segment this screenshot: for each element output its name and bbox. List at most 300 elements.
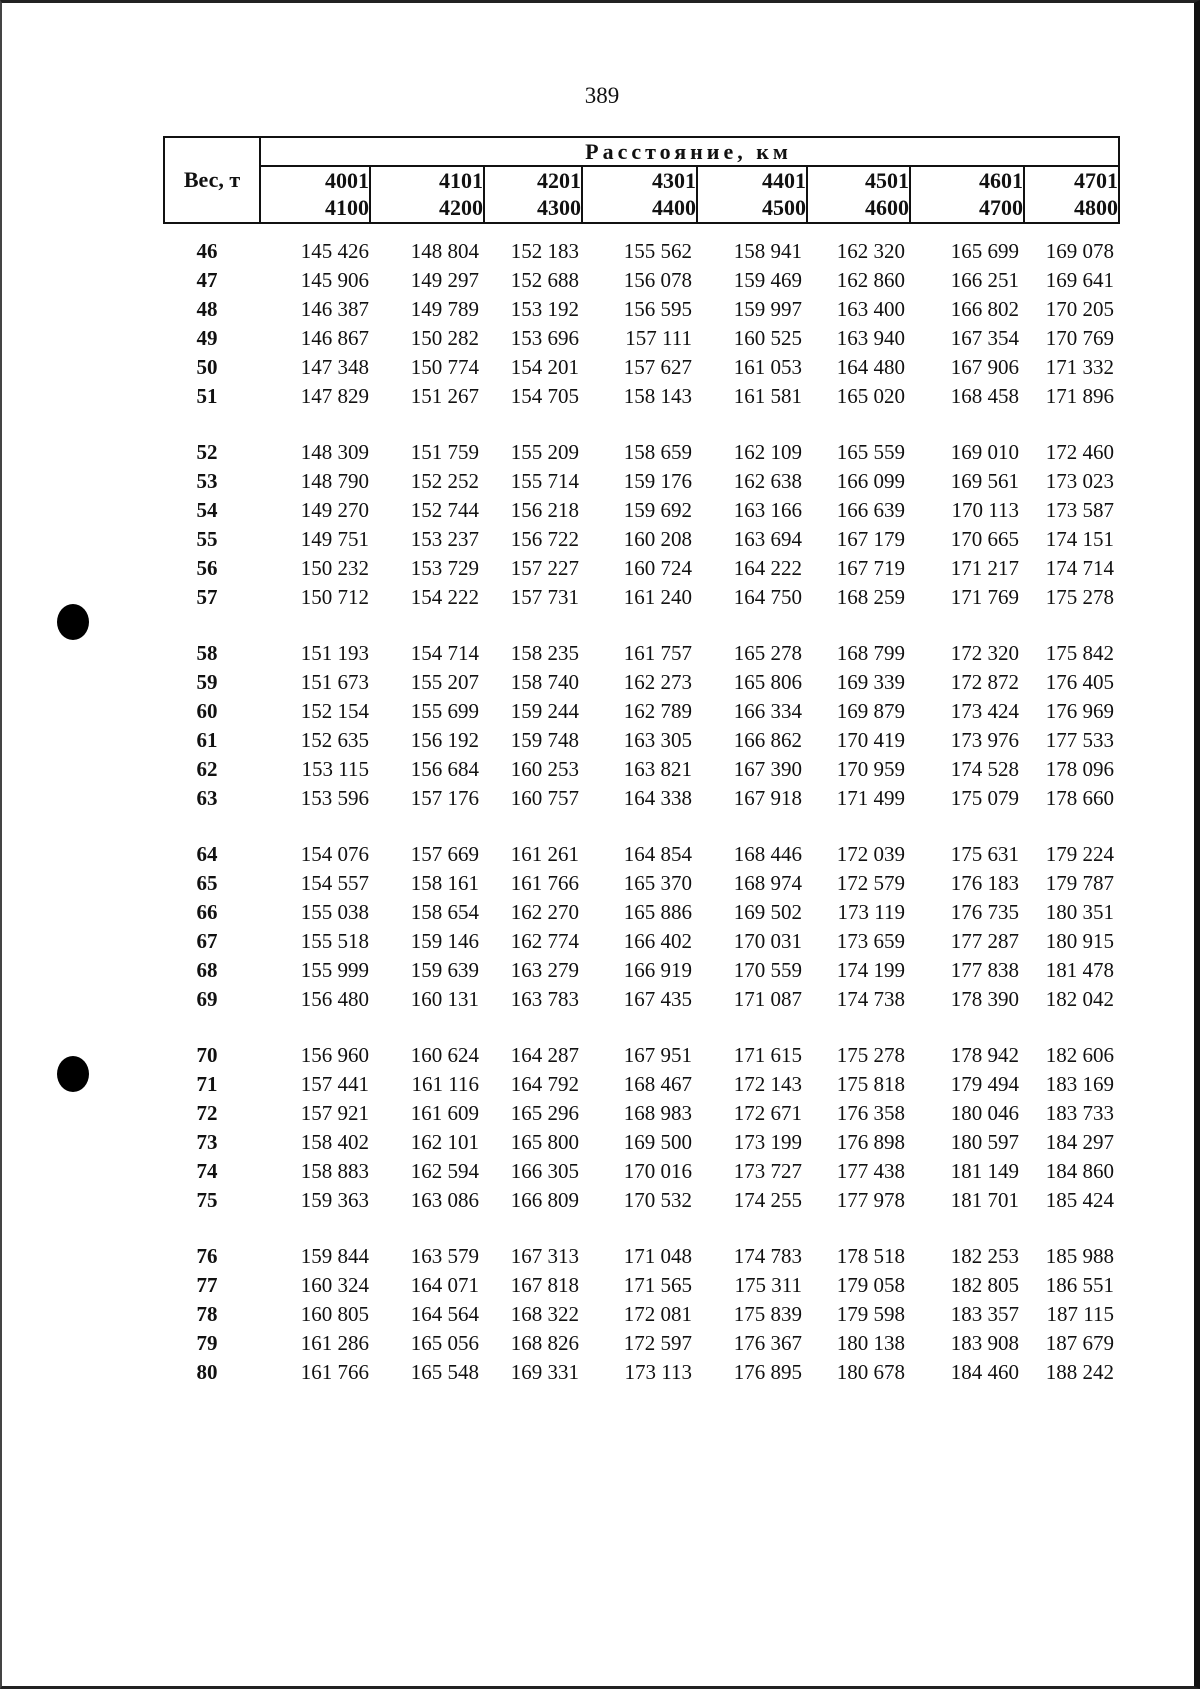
value-cell: 170 113 <box>951 498 1019 522</box>
table-row <box>2 726 1200 755</box>
range-header-4301-4400 <box>583 167 698 222</box>
value-cell: 174 255 <box>733 1188 802 1212</box>
weight-cell: 58 <box>196 641 218 665</box>
value-cell: 162 594 <box>410 1159 479 1183</box>
value-cell: 157 176 <box>410 786 479 810</box>
value-cell: 169 641 <box>1045 268 1114 292</box>
value-cell: 162 774 <box>510 929 579 953</box>
value-cell: 149 297 <box>410 268 479 292</box>
value-cell: 176 183 <box>950 871 1019 895</box>
range-header-4701-4800 <box>1025 167 1120 222</box>
value-cell: 166 251 <box>950 268 1019 292</box>
value-cell: 174 738 <box>836 987 905 1011</box>
value-cell: 162 860 <box>836 268 905 292</box>
value-cell: 184 860 <box>1045 1159 1114 1183</box>
value-cell: 172 039 <box>836 842 905 866</box>
table-row <box>2 1271 1200 1300</box>
value-cell: 171 048 <box>623 1244 692 1268</box>
value-cell: 170 769 <box>1045 326 1114 350</box>
weight-cell: 47 <box>196 268 218 292</box>
value-cell: 167 179 <box>836 527 905 551</box>
value-cell: 163 400 <box>836 297 905 321</box>
table-row <box>2 525 1200 554</box>
value-cell: 155 999 <box>300 958 369 982</box>
weight-cell: 74 <box>196 1159 218 1183</box>
value-cell: 169 500 <box>623 1130 692 1154</box>
value-cell: 167 918 <box>733 786 802 810</box>
value-cell: 163 166 <box>733 498 802 522</box>
value-cell: 155 699 <box>410 699 479 723</box>
value-cell: 179 598 <box>836 1302 905 1326</box>
range-header-4201-4300 <box>485 167 583 222</box>
value-cell: 165 559 <box>836 440 905 464</box>
value-cell: 170 665 <box>950 527 1019 551</box>
value-cell: 163 940 <box>836 326 905 350</box>
value-cell: 180 678 <box>836 1360 905 1384</box>
value-cell: 162 101 <box>410 1130 479 1154</box>
value-cell: 168 446 <box>733 842 802 866</box>
value-cell: 164 480 <box>836 355 905 379</box>
weight-cell: 62 <box>196 757 218 781</box>
range-to: 4700 <box>979 195 1023 220</box>
value-cell: 150 774 <box>410 355 479 379</box>
value-cell: 174 714 <box>1045 556 1114 580</box>
table-row <box>2 554 1200 583</box>
value-cell: 161 240 <box>623 585 692 609</box>
value-cell: 173 976 <box>950 728 1019 752</box>
range-from: 4001 <box>325 168 369 193</box>
value-cell: 161 053 <box>733 355 802 379</box>
value-cell: 179 058 <box>836 1273 905 1297</box>
value-cell: 148 309 <box>300 440 369 464</box>
value-cell: 149 789 <box>410 297 479 321</box>
value-cell: 160 724 <box>623 556 692 580</box>
weight-cell: 80 <box>196 1360 218 1384</box>
value-cell: 170 419 <box>836 728 905 752</box>
range-from: 4101 <box>439 168 483 193</box>
value-cell: 160 805 <box>300 1302 369 1326</box>
value-cell: 159 363 <box>300 1188 369 1212</box>
value-cell: 163 694 <box>733 527 802 551</box>
value-cell: 171 217 <box>950 556 1019 580</box>
table-row <box>2 382 1200 411</box>
value-cell: 163 305 <box>623 728 692 752</box>
value-cell: 173 424 <box>950 699 1019 723</box>
value-cell: 156 595 <box>623 297 692 321</box>
value-cell: 174 528 <box>950 757 1019 781</box>
value-cell: 154 222 <box>410 585 479 609</box>
value-cell: 159 997 <box>733 297 802 321</box>
value-cell: 153 729 <box>410 556 479 580</box>
table-row <box>2 1358 1200 1387</box>
value-cell: 155 562 <box>623 239 692 263</box>
value-cell: 175 839 <box>733 1302 802 1326</box>
value-cell: 166 305 <box>510 1159 579 1183</box>
value-cell: 161 766 <box>510 871 579 895</box>
value-cell: 171 565 <box>623 1273 692 1297</box>
value-cell: 160 131 <box>410 987 479 1011</box>
value-cell: 152 744 <box>410 498 479 522</box>
table-row <box>2 1242 1200 1271</box>
value-cell: 159 176 <box>623 469 692 493</box>
value-cell: 178 518 <box>836 1244 905 1268</box>
value-cell: 180 597 <box>950 1130 1019 1154</box>
value-cell: 148 790 <box>300 469 369 493</box>
value-cell: 154 557 <box>300 871 369 895</box>
table-row <box>2 1070 1200 1099</box>
weight-cell: 60 <box>196 699 218 723</box>
value-cell: 170 016 <box>623 1159 692 1183</box>
value-cell: 158 235 <box>510 641 579 665</box>
value-cell: 182 253 <box>950 1244 1019 1268</box>
value-cell: 172 143 <box>733 1072 802 1096</box>
value-cell: 151 673 <box>300 670 369 694</box>
value-cell: 168 259 <box>836 585 905 609</box>
value-cell: 165 548 <box>410 1360 479 1384</box>
value-cell: 179 224 <box>1045 842 1114 866</box>
value-cell: 161 609 <box>410 1101 479 1125</box>
value-cell: 159 146 <box>410 929 479 953</box>
range-from: 4701 <box>1074 168 1118 193</box>
value-cell: 180 046 <box>950 1101 1019 1125</box>
value-cell: 167 313 <box>510 1244 579 1268</box>
value-cell: 155 518 <box>300 929 369 953</box>
value-cell: 163 086 <box>410 1188 479 1212</box>
value-cell: 159 844 <box>300 1244 369 1268</box>
value-cell: 164 792 <box>510 1072 579 1096</box>
value-cell: 165 278 <box>733 641 802 665</box>
value-cell: 172 671 <box>733 1101 802 1125</box>
value-cell: 168 467 <box>623 1072 692 1096</box>
value-cell: 163 279 <box>510 958 579 982</box>
value-cell: 163 783 <box>510 987 579 1011</box>
value-cell: 153 237 <box>410 527 479 551</box>
value-cell: 167 390 <box>733 757 802 781</box>
value-cell: 157 227 <box>510 556 579 580</box>
value-cell: 172 597 <box>623 1331 692 1355</box>
value-cell: 183 733 <box>1045 1101 1114 1125</box>
value-cell: 177 533 <box>1045 728 1114 752</box>
value-cell: 162 273 <box>623 670 692 694</box>
table-row <box>2 1128 1200 1157</box>
value-cell: 181 149 <box>950 1159 1019 1183</box>
value-cell: 183 169 <box>1045 1072 1114 1096</box>
table-row <box>2 668 1200 697</box>
range-from: 4601 <box>979 168 1023 193</box>
value-cell: 173 113 <box>624 1360 692 1384</box>
range-from: 4201 <box>537 168 581 193</box>
value-cell: 161 261 <box>510 842 579 866</box>
value-cell: 150 232 <box>300 556 369 580</box>
value-cell: 155 714 <box>510 469 579 493</box>
value-cell: 178 942 <box>950 1043 1019 1067</box>
table-row <box>2 237 1200 266</box>
value-cell: 164 854 <box>623 842 692 866</box>
weight-cell: 79 <box>196 1331 218 1355</box>
value-cell: 166 862 <box>733 728 802 752</box>
value-cell: 153 115 <box>301 757 369 781</box>
value-cell: 170 205 <box>1045 297 1114 321</box>
value-cell: 172 872 <box>950 670 1019 694</box>
value-cell: 160 324 <box>300 1273 369 1297</box>
value-cell: 174 199 <box>836 958 905 982</box>
table-row <box>2 985 1200 1014</box>
value-cell: 158 654 <box>410 900 479 924</box>
value-cell: 160 757 <box>510 786 579 810</box>
weight-cell: 52 <box>196 440 218 464</box>
value-cell: 165 056 <box>410 1331 479 1355</box>
weight-cell: 71 <box>196 1072 218 1096</box>
table-row <box>2 956 1200 985</box>
value-cell: 158 143 <box>623 384 692 408</box>
value-cell: 164 564 <box>410 1302 479 1326</box>
value-cell: 176 358 <box>836 1101 905 1125</box>
value-cell: 169 502 <box>733 900 802 924</box>
weight-cell: 61 <box>196 728 218 752</box>
table-row <box>2 784 1200 813</box>
value-cell: 176 895 <box>733 1360 802 1384</box>
value-cell: 175 311 <box>734 1273 802 1297</box>
value-cell: 168 458 <box>950 384 1019 408</box>
table-row <box>2 496 1200 525</box>
weight-cell: 57 <box>196 585 218 609</box>
table-row <box>2 1186 1200 1215</box>
weight-cell: 67 <box>196 929 218 953</box>
value-cell: 165 886 <box>623 900 692 924</box>
value-cell: 173 727 <box>733 1159 802 1183</box>
value-cell: 173 023 <box>1045 469 1114 493</box>
value-cell: 175 818 <box>836 1072 905 1096</box>
weight-cell: 54 <box>196 498 218 522</box>
value-cell: 168 799 <box>836 641 905 665</box>
weight-column-header: Вес, т <box>165 138 261 222</box>
value-cell: 166 099 <box>836 469 905 493</box>
value-cell: 167 719 <box>836 556 905 580</box>
range-to: 4800 <box>1074 195 1118 220</box>
value-cell: 164 750 <box>733 585 802 609</box>
value-cell: 164 222 <box>733 556 802 580</box>
weight-cell: 70 <box>196 1043 218 1067</box>
value-cell: 154 714 <box>410 641 479 665</box>
value-cell: 167 354 <box>950 326 1019 350</box>
weight-cell: 72 <box>196 1101 218 1125</box>
value-cell: 171 615 <box>733 1043 802 1067</box>
value-cell: 152 252 <box>410 469 479 493</box>
range-to: 4300 <box>537 195 581 220</box>
value-cell: 171 896 <box>1045 384 1114 408</box>
value-cell: 149 751 <box>300 527 369 551</box>
value-cell: 153 192 <box>510 297 579 321</box>
value-cell: 165 370 <box>623 871 692 895</box>
value-cell: 152 183 <box>510 239 579 263</box>
value-cell: 155 209 <box>510 440 579 464</box>
table-row <box>2 1041 1200 1070</box>
value-cell: 179 787 <box>1045 871 1114 895</box>
weight-cell: 73 <box>196 1130 218 1154</box>
value-cell: 169 561 <box>950 469 1019 493</box>
value-cell: 181 478 <box>1045 958 1114 982</box>
value-cell: 157 111 <box>625 326 692 350</box>
value-cell: 160 525 <box>733 326 802 350</box>
value-cell: 156 480 <box>300 987 369 1011</box>
value-cell: 159 469 <box>733 268 802 292</box>
weight-cell: 59 <box>196 670 218 694</box>
value-cell: 152 688 <box>510 268 579 292</box>
value-cell: 171 769 <box>950 585 1019 609</box>
value-cell: 165 800 <box>510 1130 579 1154</box>
weight-cell: 55 <box>196 527 218 551</box>
value-cell: 170 031 <box>733 929 802 953</box>
value-cell: 166 639 <box>836 498 905 522</box>
value-cell: 156 722 <box>510 527 579 551</box>
weight-cell: 68 <box>196 958 218 982</box>
value-cell: 183 908 <box>950 1331 1019 1355</box>
range-header-4601-4700 <box>911 167 1025 222</box>
value-cell: 153 696 <box>510 326 579 350</box>
value-cell: 158 659 <box>623 440 692 464</box>
value-cell: 171 087 <box>733 987 802 1011</box>
value-cell: 182 042 <box>1045 987 1114 1011</box>
value-cell: 173 199 <box>733 1130 802 1154</box>
value-cell: 165 296 <box>510 1101 579 1125</box>
value-cell: 169 339 <box>836 670 905 694</box>
value-cell: 159 244 <box>510 699 579 723</box>
weight-cell: 46 <box>196 239 218 263</box>
value-cell: 168 983 <box>623 1101 692 1125</box>
value-cell: 151 193 <box>300 641 369 665</box>
value-cell: 159 692 <box>623 498 692 522</box>
table-row <box>2 324 1200 353</box>
value-cell: 167 435 <box>623 987 692 1011</box>
value-cell: 163 821 <box>623 757 692 781</box>
value-cell: 147 348 <box>300 355 369 379</box>
table-row <box>2 1329 1200 1358</box>
value-cell: 176 405 <box>1045 670 1114 694</box>
value-cell: 161 766 <box>300 1360 369 1384</box>
value-cell: 167 818 <box>510 1273 579 1297</box>
value-cell: 154 076 <box>300 842 369 866</box>
range-header-4001-4100 <box>261 167 371 222</box>
value-cell: 165 699 <box>950 239 1019 263</box>
value-cell: 161 116 <box>411 1072 479 1096</box>
value-cell: 166 402 <box>623 929 692 953</box>
weight-cell: 78 <box>196 1302 218 1326</box>
value-cell: 181 701 <box>950 1188 1019 1212</box>
value-cell: 157 627 <box>623 355 692 379</box>
table-row <box>2 1099 1200 1128</box>
table-row <box>2 266 1200 295</box>
value-cell: 182 805 <box>950 1273 1019 1297</box>
weight-cell: 49 <box>196 326 218 350</box>
value-cell: 188 242 <box>1045 1360 1114 1384</box>
range-header-4401-4500 <box>698 167 808 222</box>
value-cell: 162 638 <box>733 469 802 493</box>
value-cell: 170 559 <box>733 958 802 982</box>
value-cell: 170 959 <box>836 757 905 781</box>
page-number: 389 <box>584 83 620 108</box>
value-cell: 168 974 <box>733 871 802 895</box>
value-cell: 171 332 <box>1045 355 1114 379</box>
value-cell: 171 499 <box>836 786 905 810</box>
value-cell: 186 551 <box>1045 1273 1114 1297</box>
table-row <box>2 353 1200 382</box>
value-cell: 169 331 <box>510 1360 579 1384</box>
value-cell: 174 151 <box>1045 527 1114 551</box>
value-cell: 156 218 <box>510 498 579 522</box>
value-cell: 158 883 <box>300 1159 369 1183</box>
value-cell: 176 367 <box>733 1331 802 1355</box>
value-cell: 176 898 <box>836 1130 905 1154</box>
table-row <box>2 927 1200 956</box>
value-cell: 175 278 <box>1045 585 1114 609</box>
table-row <box>2 697 1200 726</box>
value-cell: 175 842 <box>1045 641 1114 665</box>
value-cell: 164 287 <box>510 1043 579 1067</box>
value-cell: 185 988 <box>1045 1244 1114 1268</box>
value-cell: 185 424 <box>1045 1188 1114 1212</box>
value-cell: 151 759 <box>410 440 479 464</box>
value-cell: 145 906 <box>300 268 369 292</box>
weight-cell: 56 <box>196 556 218 580</box>
table-row <box>2 295 1200 324</box>
value-cell: 156 078 <box>623 268 692 292</box>
value-cell: 173 119 <box>837 900 905 924</box>
value-cell: 154 705 <box>510 384 579 408</box>
value-cell: 151 267 <box>410 384 479 408</box>
value-cell: 157 731 <box>510 585 579 609</box>
value-cell: 176 969 <box>1045 699 1114 723</box>
value-cell: 169 010 <box>950 440 1019 464</box>
weight-cell: 66 <box>196 900 218 924</box>
range-from: 4401 <box>762 168 806 193</box>
value-cell: 160 208 <box>623 527 692 551</box>
weight-cell: 64 <box>196 842 218 866</box>
value-cell: 172 579 <box>836 871 905 895</box>
value-cell: 162 109 <box>733 440 802 464</box>
value-cell: 172 081 <box>623 1302 692 1326</box>
value-cell: 162 270 <box>510 900 579 924</box>
value-cell: 155 207 <box>410 670 479 694</box>
table-row <box>2 467 1200 496</box>
table-row <box>2 840 1200 869</box>
weight-cell: 76 <box>196 1244 218 1268</box>
value-cell: 150 712 <box>300 585 369 609</box>
value-cell: 148 804 <box>410 239 479 263</box>
value-cell: 179 494 <box>950 1072 1019 1096</box>
value-cell: 156 960 <box>300 1043 369 1067</box>
value-cell: 173 659 <box>836 929 905 953</box>
value-cell: 170 532 <box>623 1188 692 1212</box>
value-cell: 174 783 <box>733 1244 802 1268</box>
value-cell: 178 660 <box>1045 786 1114 810</box>
value-cell: 175 278 <box>836 1043 905 1067</box>
value-cell: 172 320 <box>950 641 1019 665</box>
value-cell: 155 038 <box>300 900 369 924</box>
value-cell: 184 297 <box>1045 1130 1114 1154</box>
distance-header: Расстояние, км <box>259 138 1118 167</box>
value-cell: 153 596 <box>300 786 369 810</box>
value-cell: 157 921 <box>300 1101 369 1125</box>
value-cell: 168 826 <box>510 1331 579 1355</box>
weight-cell: 53 <box>196 469 218 493</box>
value-cell: 180 915 <box>1045 929 1114 953</box>
value-cell: 165 806 <box>733 670 802 694</box>
value-cell: 166 919 <box>623 958 692 982</box>
value-cell: 158 941 <box>733 239 802 263</box>
value-cell: 147 829 <box>300 384 369 408</box>
range-header-4101-4200 <box>371 167 485 222</box>
value-cell: 150 282 <box>410 326 479 350</box>
